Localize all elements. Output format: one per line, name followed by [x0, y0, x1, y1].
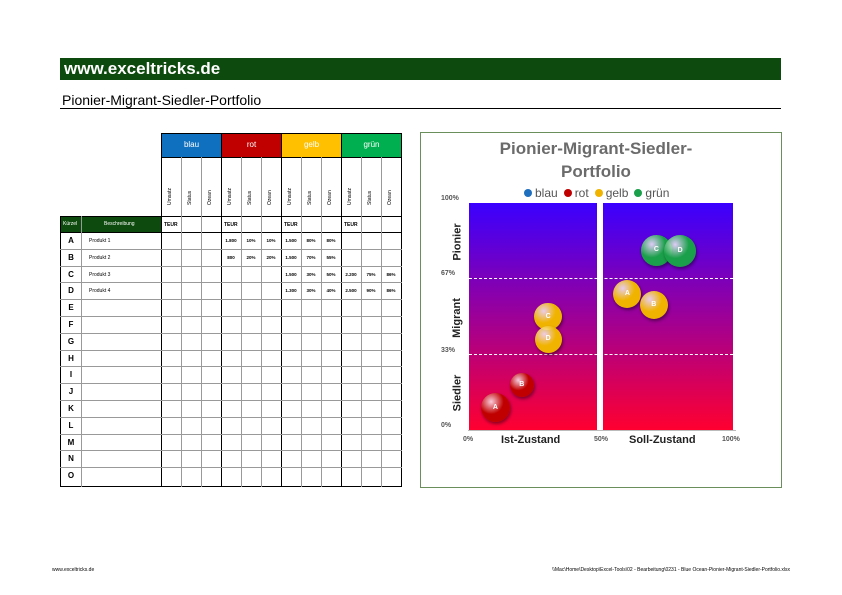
x-axis-line: [468, 430, 736, 431]
group-header-gelb: gelb: [282, 133, 341, 157]
site-banner: [60, 58, 781, 80]
unit-label: TEUR: [284, 222, 298, 228]
bubble-grün-C[interactable]: C: [641, 235, 672, 266]
group-header-rot: rot: [222, 133, 281, 157]
title-underline: [60, 108, 781, 109]
row-letter: H: [68, 353, 74, 363]
subcol-label: Status: [367, 190, 373, 205]
x-tick-label: 50%: [594, 436, 609, 443]
table-cell[interactable]: 86%: [386, 271, 396, 277]
table-cell[interactable]: 1.500: [285, 254, 297, 260]
table-line: [60, 266, 402, 267]
table-line: [60, 450, 402, 451]
row-letter: F: [68, 320, 74, 329]
group-header-grün: grün: [342, 133, 401, 157]
group-header-blau: blau: [162, 133, 221, 157]
table-cell[interactable]: 10%: [266, 238, 276, 243]
table-line: [60, 383, 402, 384]
row-letter: D: [68, 286, 74, 296]
table-cell[interactable]: 1.300: [285, 288, 297, 294]
table-line: [60, 486, 402, 487]
row-letter: I: [69, 370, 73, 380]
table-line: [60, 216, 402, 217]
page-title: Pionier-Migrant-Siedler-Portfolio: [62, 92, 262, 108]
table-line: [60, 299, 402, 300]
table-line: [201, 157, 202, 487]
table-cell[interactable]: 10%: [246, 238, 256, 243]
subcol-label: Ozean: [387, 190, 393, 205]
subcol-label: Umsatz: [347, 188, 353, 205]
subcol-label: Umsatz: [287, 188, 293, 205]
table-line: [181, 157, 182, 487]
footer-right: \\Mac\Home\Desktop\Excel-Tools\02 - Bearbeitung\0231 - Blue Ocean-Pionier-Migrant-Siedler-Portfolio.xlsx: [552, 567, 790, 573]
zone-divider: [597, 203, 603, 430]
table-cell[interactable]: 86%: [386, 288, 396, 294]
table-line: [60, 434, 402, 435]
legend-marker-blau: [524, 189, 532, 197]
table-cell[interactable]: 1.500: [285, 238, 297, 243]
table-cell[interactable]: 80%: [326, 238, 336, 243]
product-name: Produkt 2: [89, 254, 111, 261]
gridline-33: [469, 354, 733, 355]
bubble-gelb-D[interactable]: D: [535, 326, 562, 353]
table-line: [60, 249, 402, 250]
subcol-label: Status: [187, 190, 193, 205]
table-line: [60, 467, 402, 468]
legend-marker-gelb: [595, 189, 603, 197]
row-letter: O: [67, 471, 75, 481]
x-tick-label: 0%: [463, 436, 474, 443]
product-name: Produkt 1: [89, 238, 111, 244]
kuerzel-label: Kürzel: [63, 221, 78, 227]
footer-left: www.exceltricks.de: [52, 567, 95, 573]
bubble-gelb-A[interactable]: A: [613, 280, 641, 308]
table-line: [361, 157, 362, 487]
row-letter: G: [67, 336, 75, 346]
table-line: [60, 366, 402, 367]
table-line: [241, 157, 242, 487]
table-header-row: [60, 216, 161, 232]
x-zone-label: Soll-Zustand: [629, 434, 696, 446]
unit-label: TEUR: [164, 222, 178, 228]
y-zone-label: Siedler: [450, 374, 463, 412]
table-line: [261, 157, 262, 487]
subcol-label: Status: [307, 190, 313, 205]
table-cell[interactable]: 2.500: [345, 288, 357, 294]
legend-label: blau: [535, 186, 558, 200]
legend-label: rot: [574, 186, 589, 200]
unit-label: TEUR: [224, 222, 238, 228]
y-zone-label: Migrant: [450, 298, 463, 338]
table-cell[interactable]: 20%: [246, 254, 256, 260]
beschreibung-label: Beschreibung: [104, 221, 135, 227]
table-cell[interactable]: 2.200: [345, 271, 357, 277]
table-cell[interactable]: 30%: [306, 271, 316, 277]
subcol-label: Status: [247, 190, 253, 205]
bubble-rot-A[interactable]: A: [481, 393, 510, 422]
x-tick-label: 100%: [722, 436, 740, 443]
row-letter: N: [68, 454, 74, 464]
table-line: [60, 216, 61, 487]
table-line: [81, 216, 82, 487]
row-letter: C: [68, 269, 74, 279]
legend-label: gelb: [605, 186, 629, 200]
bubble-gelb-C[interactable]: C: [534, 303, 562, 331]
table-line: [301, 157, 302, 487]
table-cell[interactable]: 1.500: [285, 271, 297, 277]
table-cell[interactable]: 1.800: [225, 238, 237, 243]
subcol-label: Ozean: [207, 190, 213, 205]
row-letter: J: [68, 387, 74, 397]
chart-legend: [518, 186, 669, 200]
row-letter: K: [68, 404, 74, 413]
table-cell[interactable]: 75%: [366, 271, 376, 277]
table-line: [60, 232, 402, 233]
unit-label: TEUR: [344, 222, 358, 228]
table-cell[interactable]: 50%: [326, 271, 336, 277]
table-cell[interactable]: 40%: [326, 288, 336, 294]
table-cell[interactable]: 20%: [266, 254, 276, 260]
table-cell[interactable]: 80%: [306, 238, 316, 243]
table-cell[interactable]: 30%: [306, 288, 316, 294]
product-name: Produkt 4: [89, 288, 111, 295]
table-line: [381, 157, 382, 487]
product-name: Produkt 3: [89, 271, 111, 278]
y-zone-label: Pionier: [451, 223, 464, 261]
row-letter: A: [68, 236, 74, 245]
subcol-label: Umsatz: [227, 188, 233, 205]
table-cell[interactable]: 55%: [326, 254, 336, 260]
table-line: [60, 316, 402, 317]
row-letter: B: [68, 252, 74, 262]
y-tick-label: 67%: [441, 269, 456, 277]
x-zone-label: Ist-Zustand: [501, 434, 561, 446]
table-cell[interactable]: 90%: [366, 288, 376, 294]
row-letter: L: [68, 420, 74, 430]
bubble-gelb-B[interactable]: B: [640, 291, 668, 319]
y-tick-label: 100%: [441, 195, 459, 202]
bubble-grün-D[interactable]: D: [664, 235, 696, 267]
table-line: [321, 157, 322, 487]
banner-text[interactable]: www.exceltricks.de: [64, 59, 221, 78]
table-cell[interactable]: 800: [227, 254, 235, 260]
table-line: [60, 333, 402, 334]
subcol-label: Ozean: [327, 190, 333, 205]
legend-marker-grün: [634, 189, 642, 197]
bubble-rot-B[interactable]: B: [510, 373, 534, 397]
gridline-67: [469, 278, 733, 279]
chart-title: Pionier-Migrant-Siedler-Portfolio: [499, 139, 693, 181]
table-line: [60, 282, 402, 283]
table-line: [60, 417, 402, 418]
legend-label: grün: [645, 186, 670, 200]
table-cell[interactable]: 70%: [306, 254, 316, 260]
subcol-label: Umsatz: [167, 188, 173, 205]
table-line: [60, 350, 402, 351]
y-tick-label: 33%: [441, 347, 456, 355]
legend-marker-rot: [564, 189, 572, 197]
subcol-label: Ozean: [267, 190, 273, 205]
y-tick-label: 0%: [441, 422, 452, 429]
row-letter: E: [68, 303, 74, 313]
table-line: [60, 400, 402, 401]
row-letter: M: [67, 437, 75, 447]
